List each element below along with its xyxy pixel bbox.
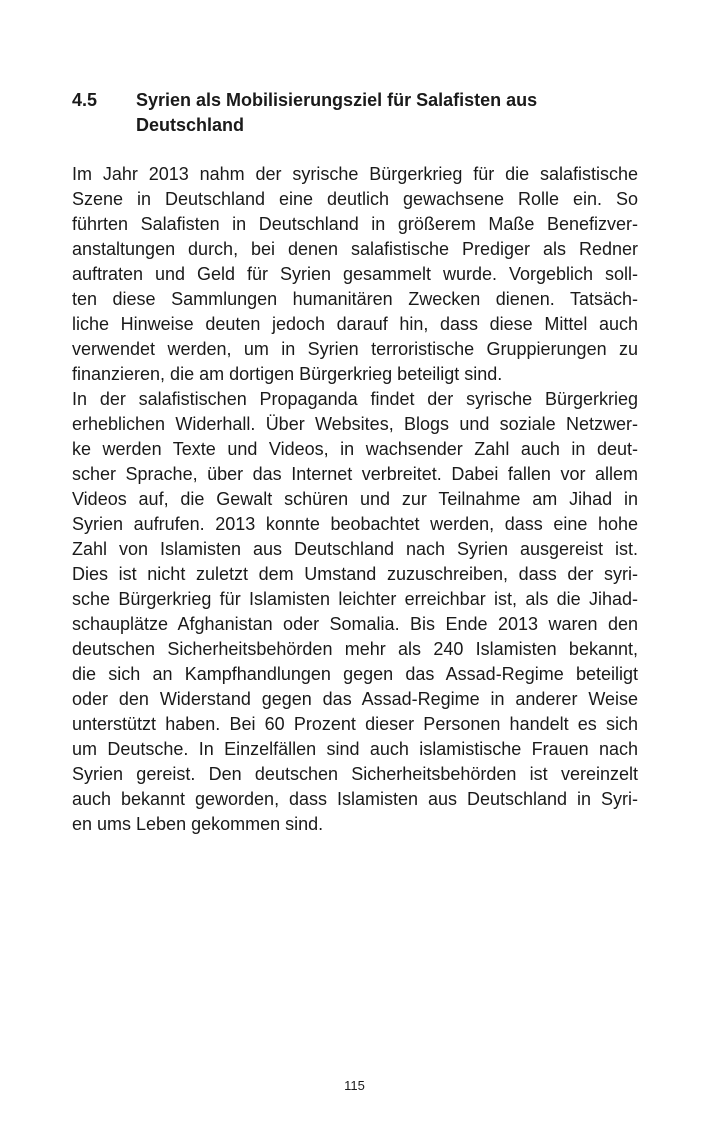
text-line: auftraten und Geld für Syrien gesammelt wurde. Vorgeblich soll- bbox=[72, 264, 638, 284]
text-line: verwendet werden, um in Syrien terroristische Gruppierungen zu bbox=[72, 339, 638, 359]
text-line: anstaltungen durch, bei denen salafistische Prediger als Redner bbox=[72, 239, 638, 259]
text-line: oder den Widerstand gegen das Assad-Regime in anderer Weise bbox=[72, 689, 638, 709]
text-line: Zahl von Islamisten aus Deutschland nach Syrien ausgereist ist. bbox=[72, 539, 638, 559]
text-line: deutschen Sicherheitsbehörden mehr als 240 Islamisten bekannt, bbox=[72, 639, 638, 659]
text-line: Syrien gereist. Den deutschen Sicherheitsbehörden ist vereinzelt bbox=[72, 764, 638, 784]
text-line: Syrien aufrufen. 2013 konnte beobachtet werden, dass eine hohe bbox=[72, 514, 638, 534]
text-line: In der salafistischen Propaganda findet der syrische Bürgerkrieg bbox=[72, 389, 638, 409]
text-line: die sich an Kampfhandlungen gegen das Assad-Regime beteiligt bbox=[72, 664, 638, 684]
paragraph bbox=[72, 387, 638, 837]
text-line: ke werden Texte und Videos, in wachsender Zahl auch in deut- bbox=[72, 439, 638, 459]
text-line: Dies ist nicht zuletzt dem Umstand zuzuschreiben, dass der syri- bbox=[72, 564, 638, 584]
text-line: Videos auf, die Gewalt schüren und zur Teilnahme am Jihad in bbox=[72, 489, 638, 509]
section-number: 4.5 bbox=[72, 90, 98, 110]
text-line: Szene in Deutschland eine deutlich gewachsene Rolle ein. So bbox=[72, 189, 638, 209]
text-line: führten Salafisten in Deutschland in größerem Maße Benefizver- bbox=[72, 214, 638, 234]
text-line: Im Jahr 2013 nahm der syrische Bürgerkrieg für die salafistische bbox=[72, 164, 638, 184]
text-line: en ums Leben gekommen sind. bbox=[72, 814, 324, 834]
page-number: 115 bbox=[344, 1078, 365, 1093]
text-line: sche Bürgerkrieg für Islamisten leichter erreichbar ist, als die Jihad- bbox=[72, 589, 638, 609]
text-line: um Deutsche. In Einzelfällen sind auch islamistische Frauen nach bbox=[72, 739, 638, 759]
section-title-line: Deutschland bbox=[136, 115, 245, 135]
text-line: scher Sprache, über das Internet verbreitet. Dabei fallen vor allem bbox=[72, 464, 638, 484]
text-line: finanzieren, die am dortigen Bürgerkrieg beteiligt sind. bbox=[72, 364, 503, 384]
text-line: ten diese Sammlungen humanitären Zwecken dienen. Tatsäch- bbox=[72, 289, 638, 309]
section-title bbox=[136, 88, 652, 138]
text-line: schauplätze Afghanistan oder Somalia. Bis Ende 2013 waren den bbox=[72, 614, 638, 634]
text-line: liche Hinweise deuten jedoch darauf hin, dass diese Mittel auch bbox=[72, 314, 638, 334]
text-line: erheblichen Widerhall. Über Websites, Blogs und soziale Netzwer- bbox=[72, 414, 638, 434]
body-text bbox=[72, 162, 638, 837]
text-line: auch bekannt geworden, dass Islamisten aus Deutschland in Syri- bbox=[72, 789, 638, 809]
paragraph bbox=[72, 162, 638, 387]
text-line: unterstützt haben. Bei 60 Prozent dieser Personen handelt es sich bbox=[72, 714, 638, 734]
section-title-line: Syrien als Mobilisierungsziel für Salafisten aus bbox=[136, 90, 538, 110]
section-heading bbox=[72, 88, 652, 138]
